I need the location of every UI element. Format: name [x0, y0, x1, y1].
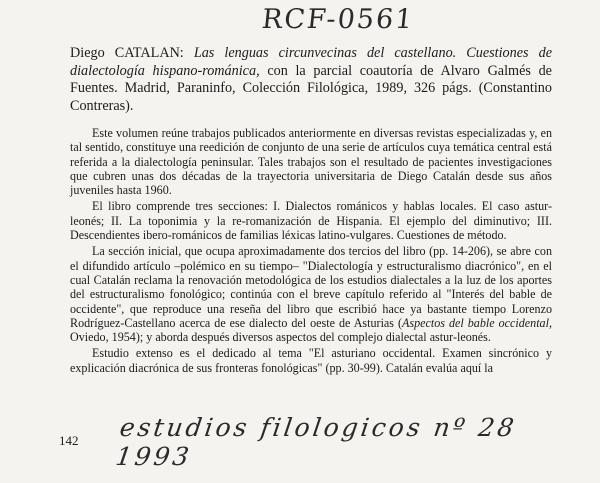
paragraph-3: [70, 244, 552, 344]
bibliographic-citation: [70, 45, 552, 115]
paragraph-1: Este volumen reúne trabajos publicados anteriormente en diversas revistas especializadas y, en tal sentido, constituye una reedición de conjunto de una serie de artículos cuya temática central está referida a la dialectología peninsular. Tales trabajos son el resultado de pacientes investigaciones que cubren unas dos décadas de la trayectoria universitaria de Diego Catalán desde sus años juveniles hasta 1960.: [70, 126, 552, 198]
citation-details: con la parcial coautoría de Alvaro Galmés de Fuentes. Madrid, Paraninfo, Colección Filológica, 1989, 326 págs. (Constantino Contreras).: [70, 62, 552, 114]
paragraph-3-italic: Aspectos del bable occidental,: [402, 315, 552, 330]
paragraph-4: Estudio extenso es el dedicado al tema "El asturiano occidental. Examen sincrónico y explicación diacrónica de sus fronteras fonológicas" (pp. 30-99). Catalán evalúa aquí la: [70, 346, 552, 375]
paragraph-2: El libro comprende tres secciones: I. Dialectos románicos y hablas locales. El caso astur-leonés; II. La toponimia y la re-romanización de Hispania. El ejemplo del diminutivo; III. Descendientes ibero-románicos de familias léxicas latino-vulgares. Cuestiones de método.: [70, 199, 552, 243]
handwritten-journal-note: estudios filologicos nº 28 1993: [113, 413, 519, 471]
citation-title: Las lenguas circunvecinas del castellano. Cuestiones de dialectología hispano-románica,: [70, 45, 552, 79]
page-number: 142: [59, 433, 79, 448]
review-body: [70, 126, 552, 377]
handwritten-reference-code: RCF-0561: [260, 4, 416, 35]
paragraph-3-text-b: Oviedo, 1954); y aborda después diversos aspectos del complejo dialectal astur-leonés.: [70, 330, 491, 345]
paragraph-3-text-a: La sección inicial, que ocupa aproximadamente dos tercios del libro (pp. 14-206), se abre con el difundido artículo –polémico en su tiempo– "Dialectología y estructuralismo diacrónico", en el cual Catalán reclama la renovación metodológica de los estudios dialectales a la luz de los aportes del estructuralismo fonológico; continúa con el breve capítulo referido al "Interés del bable de occidente", que reproduce una reseña del libro que escribió hace ya bastante tiempo Lorenzo Rodríguez-Castellano acerca de ese dialecto del oeste de Asturias (: [70, 244, 552, 330]
citation-author: Diego CATALAN:: [70, 45, 194, 61]
